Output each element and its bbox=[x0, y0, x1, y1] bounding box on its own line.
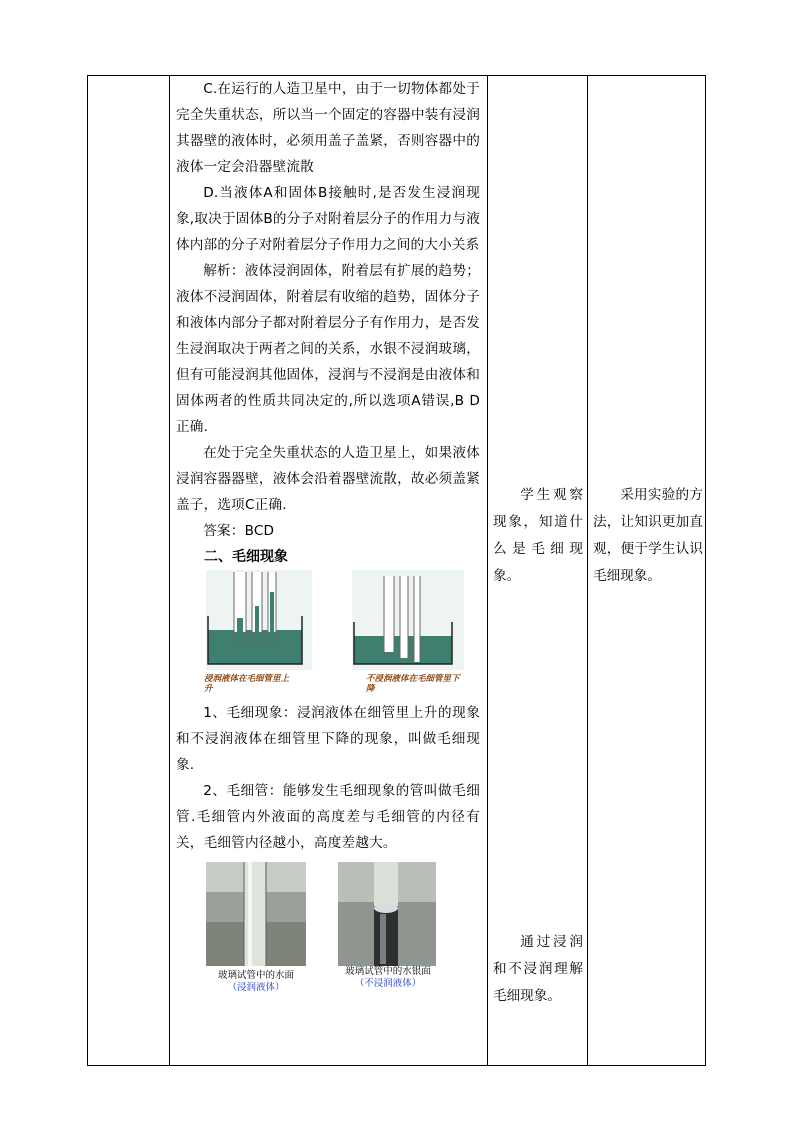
capillary-diagram bbox=[176, 570, 480, 698]
student-activity-observe: 学生观察现象，知道什么是毛细现象。 bbox=[493, 487, 583, 584]
option-d-text: D.当液体A和固体B接触时,是否发生浸润现象,取决于固体B的分子对附着层分子的作用力与液体内部的分子对附着层分子作用力之间的大小关系 bbox=[176, 185, 480, 253]
water-photo-subtitle: （浸润液体） bbox=[227, 982, 285, 993]
water-tube-photo bbox=[206, 862, 306, 966]
wetting-caption: 浸润液体在毛细管里上升 bbox=[204, 674, 290, 694]
non-wetting-caption: 不浸润液体在毛细管里下降 bbox=[366, 674, 460, 694]
mercury-photo-title: 玻璃试管中的水银面 bbox=[345, 966, 431, 977]
mercury-tube-photo bbox=[338, 862, 436, 966]
analysis-c-text: 在处于完全失重状态的人造卫星上，如果液体浸润容器器壁，液体会沿着器壁流散，故必须盖紧盖子，选项C正确. bbox=[176, 445, 480, 513]
mercury-photo-subtitle: （不浸润液体） bbox=[354, 978, 422, 989]
teaching-content-column bbox=[172, 76, 484, 1002]
wetting-liquid-diagram bbox=[206, 570, 312, 670]
design-intent-experiment: 采用实验的方法，让知识更加直观，便于学生认识毛细现象。 bbox=[593, 487, 703, 584]
answer-text: 答案：BCD bbox=[203, 523, 275, 539]
lesson-table bbox=[87, 75, 706, 1066]
capillary-definition: 1、毛细现象：浸润液体在细管里上升的现象和不浸润液体在细管里下降的现象，叫做毛细现象. bbox=[176, 705, 480, 773]
water-photo-caption bbox=[196, 970, 316, 994]
section-heading: 二、毛细现象 bbox=[204, 549, 288, 565]
capillary-tube-definition: 2、毛细管：能够发生毛细现象的管叫做毛细管.毛细管内外液面的高度差与毛细管的内径有关，毛细管内径越小，高度差越大。 bbox=[176, 783, 480, 851]
mercury-photo-caption bbox=[326, 966, 450, 990]
analysis-text: 解析：液体浸润固体，附着层有扩展的趋势；液体不浸润固体，附着层有收缩的趋势，固体分子和液体内部分子都对附着层分子有作用力，是否发生浸润取决于两者之间的关系，水银不浸润玻璃，但有可能浸润其他固体，浸润与不浸润是由液体和固体两者的性质共同决定的,所以选项A错误,B D正确. bbox=[176, 263, 480, 435]
water-photo-title: 玻璃试管中的水面 bbox=[217, 970, 294, 981]
column-divider-3 bbox=[587, 76, 588, 1065]
non-wetting-liquid-diagram bbox=[352, 570, 464, 670]
test-tube-photos bbox=[176, 862, 480, 1002]
option-c-text: C.在运行的人造卫星中，由于一切物体都处于完全失重状态，所以当一个固定的容器中装有浸润其器壁的液体时，必须用盖子盖紧，否则容器中的液体一定会沿器壁流散 bbox=[176, 81, 480, 175]
column-divider-1 bbox=[169, 76, 170, 1065]
column-divider-2 bbox=[487, 76, 488, 1065]
student-activity-understand: 通过浸润和不浸润理解毛细现象。 bbox=[493, 934, 583, 1004]
